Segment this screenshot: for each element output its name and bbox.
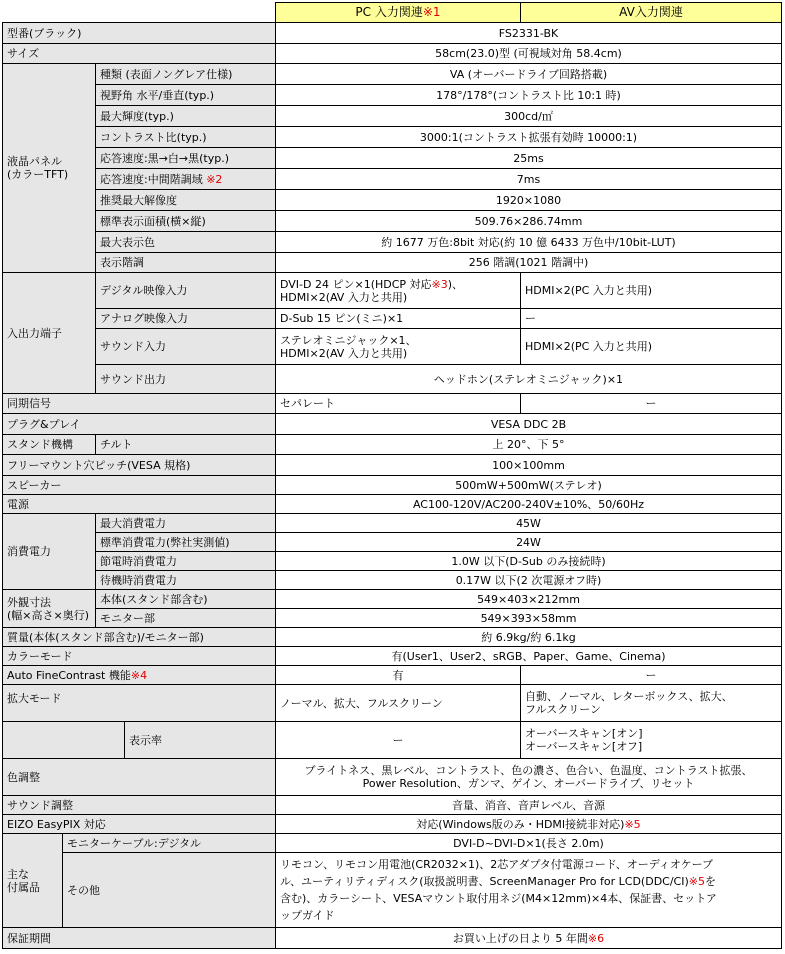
row-io-digital xyxy=(3,273,782,309)
row-panel-contrast xyxy=(3,127,782,148)
row-speaker xyxy=(3,476,782,495)
value-panel-type: VA (オーバードライブ回路搭載) xyxy=(276,64,782,85)
value-panel-gradation: 256 階調(1021 階調中) xyxy=(276,253,782,273)
value-zoom-av xyxy=(521,685,782,722)
row-dims-monitor xyxy=(3,609,782,628)
label-io-analog: アナログ映像入力 xyxy=(96,309,276,329)
label-io-sound-in: サウンド入力 xyxy=(96,329,276,365)
row-afc xyxy=(3,666,782,685)
spec-table xyxy=(2,2,782,949)
label-panel-response: 応答速度:黒→白→黒(typ.) xyxy=(96,148,276,169)
row-color-adj xyxy=(3,759,782,796)
group-acc xyxy=(3,834,63,928)
label-panel-colors: 最大表示色 xyxy=(96,232,276,253)
value-panel-brightness: 300cd/㎡ xyxy=(276,106,782,127)
row-panel-gradation xyxy=(3,253,782,273)
value-panel-resolution: 1920×1080 xyxy=(276,190,782,211)
row-panel-colors xyxy=(3,232,782,253)
row-consumption-standard xyxy=(3,533,782,552)
row-panel-response-gray xyxy=(3,169,782,190)
value-panel-contrast: 3000:1(コントラスト拡張有効時 10000:1) xyxy=(276,127,782,148)
value-weight: 約 6.9kg/約 6.1kg xyxy=(276,628,782,647)
label-color-adj: 色調整 xyxy=(3,759,276,796)
value-io-sound-out: ヘッドホン(ステレオミニジャック)×1 xyxy=(276,365,782,394)
value-sync-av: ー xyxy=(521,394,782,414)
io-sound-in-pc-b: HDMI×2(AV 入力と共用) xyxy=(280,346,408,360)
color-adj-a: ブライトネス、黒レベル、コントラスト、色の濃さ、色合い、色温度、コントラスト拡張、 xyxy=(304,764,753,777)
row-zoom xyxy=(3,685,782,722)
label-afc-text: Auto FineContrast 機能 xyxy=(7,668,131,682)
label-weight: 質量(本体(スタンド部含む)/モニター部) xyxy=(3,628,276,647)
header-av: AV入力関連 xyxy=(521,3,782,23)
label-consumption-saving: 節電時消費電力 xyxy=(96,552,276,571)
value-color-adj xyxy=(276,759,782,796)
label-stand-tilt: チルト xyxy=(96,435,276,455)
io-sound-in-pc-a: ステレオミニジャック×1、 xyxy=(280,333,417,347)
label-panel-area: 標準表示面積(横×縦) xyxy=(96,211,276,232)
row-warranty xyxy=(3,928,782,949)
label-size: サイズ xyxy=(3,44,276,64)
label-plug: プラグ&プレイ xyxy=(3,414,276,435)
value-model: FS2331-BK xyxy=(276,23,782,44)
label-speaker: スピーカー xyxy=(3,476,276,495)
acc-other-line2a: ル、ユーティリティディスク(取扱説明書、ScreenManager Pro for LCD(DDC/CI) xyxy=(280,875,689,888)
label-warranty: 保証期間 xyxy=(3,928,276,949)
value-sound-adj: 音量、消音、音声レベル、音源 xyxy=(276,796,782,815)
group-io: 入出力端子 xyxy=(3,273,96,394)
value-dims-body: 549×403×212mm xyxy=(276,590,782,609)
value-plug: VESA DDC 2B xyxy=(276,414,782,435)
label-acc-other: その他 xyxy=(63,853,276,928)
value-panel-colors: 約 1677 万色:8bit 対応(約 10 億 6433 万色中/10bit-LUT) xyxy=(276,232,782,253)
warranty-note: ※6 xyxy=(587,931,605,945)
row-io-analog xyxy=(3,309,782,329)
group-panel: 液晶パネル (カラーTFT) xyxy=(3,64,96,273)
label-panel-response-gray xyxy=(96,169,276,190)
acc-other-line1: リモコン、リモコン用電池(CR2032×1)、2芯アダプタ付電源コード、オーディオケーブ xyxy=(280,858,714,871)
label-panel-resolution: 推奨最大解像度 xyxy=(96,190,276,211)
row-panel-type xyxy=(3,64,782,85)
warranty-text: お買い上げの日より 5 年間 xyxy=(452,931,588,945)
zoom-rate-av-a: オーバースキャン[オン] xyxy=(525,727,643,740)
row-color-mode xyxy=(3,647,782,666)
row-consumption-saving xyxy=(3,552,782,571)
label-panel-gradation: 表示階調 xyxy=(96,253,276,273)
value-io-analog-pc: D-Sub 15 ピン(ミニ)×1 xyxy=(276,309,521,329)
value-consumption-standard: 24W xyxy=(276,533,782,552)
row-panel-response xyxy=(3,148,782,169)
label-easypix: EIZO EasyPIX 対応 xyxy=(3,815,276,834)
row-power xyxy=(3,495,782,514)
acc-other-line3: 含む)、カラーシート、VESAマウント取付用ネジ(M4×12mm)×4本、保証書、セットア xyxy=(280,892,717,905)
row-weight xyxy=(3,628,782,647)
label-panel-angle: 視野角 水平/垂直(typ.) xyxy=(96,85,276,106)
label-color-mode: カラーモード xyxy=(3,647,276,666)
value-zoom-pc: ノーマル、拡大、フルスクリーン xyxy=(276,685,521,722)
acc-other-line4: ップガイド xyxy=(280,909,335,922)
value-sync-pc: セパレート xyxy=(276,394,521,414)
label-power: 電源 xyxy=(3,495,276,514)
label-vesa: フリーマウント穴ピッチ(VESA 規格) xyxy=(3,455,276,476)
group-acc-b: 付属品 xyxy=(7,880,40,894)
value-speaker: 500mW+500mW(ステレオ) xyxy=(276,476,782,495)
label-panel-response-gray-text: 応答速度:中間階調域 xyxy=(100,172,203,186)
label-afc xyxy=(3,666,276,685)
label-model: 型番(ブラック) xyxy=(3,23,276,44)
row-panel-resolution xyxy=(3,190,782,211)
row-acc-cable xyxy=(3,834,782,853)
row-consumption-max xyxy=(3,514,782,533)
value-dims-monitor: 549×393×58mm xyxy=(276,609,782,628)
row-sound-adj xyxy=(3,796,782,815)
label-consumption-standby: 待機時消費電力 xyxy=(96,571,276,590)
io-digital-pc-note: ※3 xyxy=(431,277,448,291)
row-size xyxy=(3,44,782,64)
label-panel-type: 種類 (表面ノングレア仕様) xyxy=(96,64,276,85)
io-digital-pc-b: )、 xyxy=(447,277,464,291)
label-sync: 同期信号 xyxy=(3,394,276,414)
value-easypix xyxy=(276,815,782,834)
color-adj-b: Power Resolution、ガンマ、ゲイン、オーバードライブ、リセット xyxy=(362,777,695,790)
row-io-sound-out xyxy=(3,365,782,394)
io-digital-pc-a: DVI-D 24 ピン×1(HDCP 対応 xyxy=(280,277,432,291)
label-acc-cable: モニターケーブル:デジタル xyxy=(63,834,276,853)
value-zoom-rate-av xyxy=(521,722,782,759)
label-panel-brightness: 最大輝度(typ.) xyxy=(96,106,276,127)
group-dims-b: (幅×高さ×奥行) xyxy=(7,608,90,622)
group-dims xyxy=(3,590,96,628)
easypix-text: 対応(Windows版のみ・HDMI接続非対応) xyxy=(416,817,625,831)
value-io-sound-in-pc xyxy=(276,329,521,365)
value-consumption-max: 45W xyxy=(276,514,782,533)
value-stand: 上 20°、下 5° xyxy=(276,435,782,455)
row-io-sound-in xyxy=(3,329,782,365)
value-zoom-rate-pc: ー xyxy=(276,722,521,759)
value-size: 58cm(23.0)型 (可視域対角 58.4cm) xyxy=(276,44,782,64)
label-dims-body: 本体(スタンド部含む) xyxy=(96,590,276,609)
note-afc: ※4 xyxy=(130,668,148,682)
label-consumption-max: 最大消費電力 xyxy=(96,514,276,533)
label-io-sound-out: サウンド出力 xyxy=(96,365,276,394)
header-blank xyxy=(3,3,276,23)
header-pc-label: PC 入力関連 xyxy=(355,5,423,19)
value-io-digital-av: HDMI×2(PC 入力と共用) xyxy=(521,273,782,309)
value-vesa: 100×100mm xyxy=(276,455,782,476)
row-panel-brightness xyxy=(3,106,782,127)
value-acc-other xyxy=(276,853,782,928)
value-consumption-saving: 1.0W 以下(D-Sub のみ接続時) xyxy=(276,552,782,571)
zoom-av-b: フルスクリーン xyxy=(525,703,602,716)
value-panel-response: 25ms xyxy=(276,148,782,169)
zoom-rate-av-b: オーバースキャン[オフ] xyxy=(525,740,643,753)
row-consumption-standby xyxy=(3,571,782,590)
row-vesa xyxy=(3,455,782,476)
value-io-analog-av: ー xyxy=(521,309,782,329)
label-zoom-rate: 表示率 xyxy=(125,722,276,759)
value-warranty xyxy=(276,928,782,949)
value-panel-area: 509.76×286.74mm xyxy=(276,211,782,232)
label-panel-contrast: コントラスト比(typ.) xyxy=(96,127,276,148)
note-panel-response-gray: ※2 xyxy=(206,172,223,186)
io-digital-pc-c: HDMI×2(AV 入力と共用) xyxy=(280,290,408,304)
group-acc-a: 主な xyxy=(7,867,29,881)
row-dims-body xyxy=(3,590,782,609)
header-pc-note: ※1 xyxy=(422,5,441,19)
label-sound-adj: サウンド調整 xyxy=(3,796,276,815)
label-zoom: 拡大モード xyxy=(3,685,276,722)
row-easypix xyxy=(3,815,782,834)
row-sync xyxy=(3,394,782,414)
zoom-av-a: 自動、ノーマル、レターボックス、拡大、 xyxy=(525,690,733,703)
group-dims-a: 外観寸法 xyxy=(7,595,51,609)
label-stand: スタンド機構 xyxy=(3,435,96,455)
row-zoom-rate xyxy=(3,722,782,759)
value-afc-av: ー xyxy=(521,666,782,685)
value-color-mode: 有(User1、User2、sRGB、Paper、Game、Cinema) xyxy=(276,647,782,666)
value-consumption-standby: 0.17W 以下(2 次電源オフ時) xyxy=(276,571,782,590)
zoom-rate-spacer xyxy=(3,722,125,759)
row-model xyxy=(3,23,782,44)
label-dims-monitor: モニター部 xyxy=(96,609,276,628)
value-afc-pc: 有 xyxy=(276,666,521,685)
value-io-digital-pc xyxy=(276,273,521,309)
acc-other-line2-note: ※5 xyxy=(688,875,705,888)
header-pc xyxy=(276,3,521,23)
row-panel-area xyxy=(3,211,782,232)
value-panel-angle: 178°/178°(コントラスト比 10:1 時) xyxy=(276,85,782,106)
value-io-sound-in-av: HDMI×2(PC 入力と共用) xyxy=(521,329,782,365)
value-power: AC100-120V/AC200-240V±10%、50/60Hz xyxy=(276,495,782,514)
row-plug xyxy=(3,414,782,435)
row-stand xyxy=(3,435,782,455)
row-acc-other xyxy=(3,853,782,928)
easypix-note: ※5 xyxy=(624,817,641,831)
header-row xyxy=(3,3,782,23)
value-panel-response-gray: 7ms xyxy=(276,169,782,190)
row-panel-angle xyxy=(3,85,782,106)
label-io-digital: デジタル映像入力 xyxy=(96,273,276,309)
label-consumption-standard: 標準消費電力(弊社実測値) xyxy=(96,533,276,552)
group-consumption: 消費電力 xyxy=(3,514,96,590)
acc-other-line2b: を xyxy=(704,875,716,888)
value-acc-cable: DVI-D~DVI-D×1(長さ 2.0m) xyxy=(276,834,782,853)
